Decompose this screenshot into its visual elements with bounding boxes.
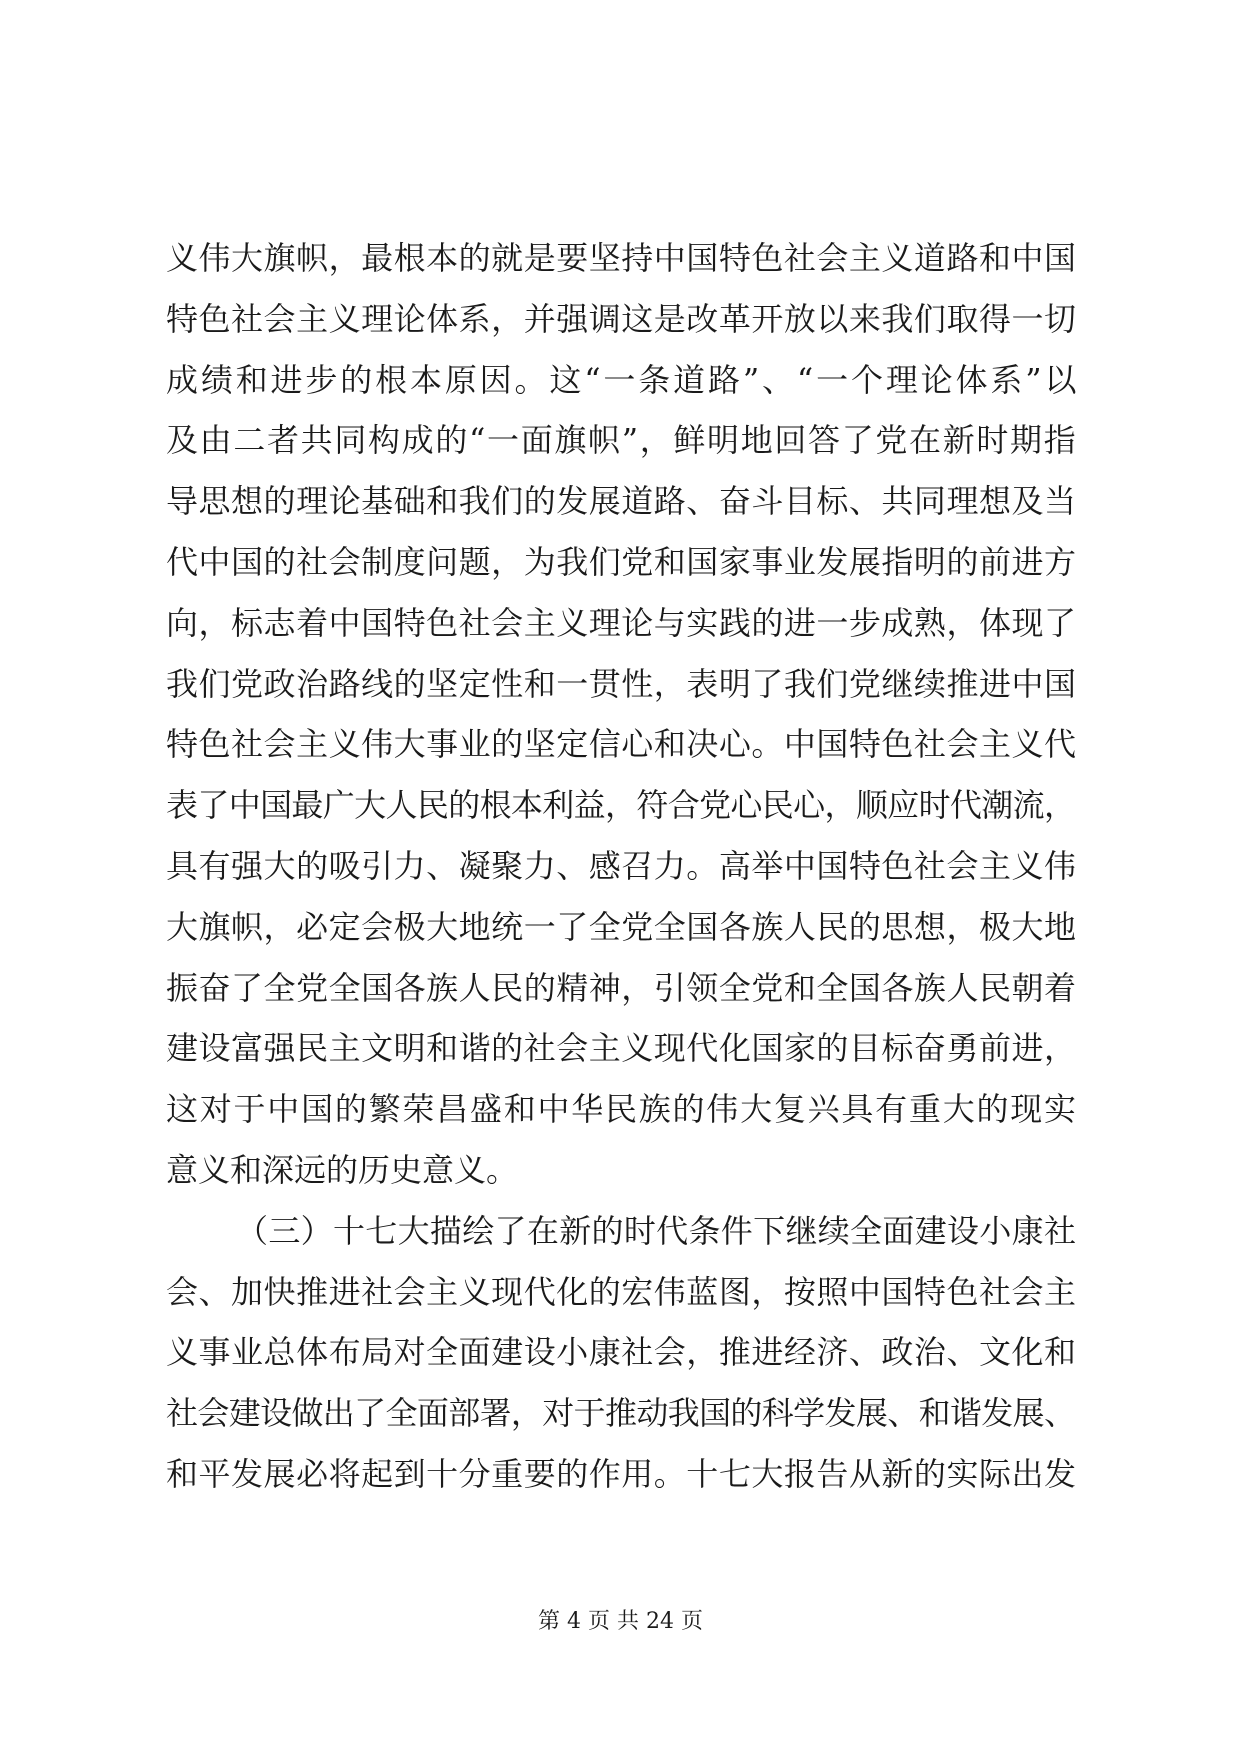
text-line: 建设富强民主文明和谐的社会主义现代化国家的目标奋勇前进， xyxy=(166,1029,1077,1068)
text-line: 特色社会主义理论体系，并强调这是改革开放以来我们取得一切 xyxy=(166,299,1077,338)
text-line: 我们党政治路线的坚定性和一贯性，表明了我们党继续推进中国 xyxy=(166,664,1077,703)
text-line: 义伟大旗帜，最根本的就是要坚持中国特色社会主义道路和中国 xyxy=(166,239,1077,277)
text-line: 和平发展必将起到十分重要的作用。十七大报告从新的实际出发 xyxy=(166,1454,1077,1493)
text-line: 代中国的社会制度问题，为我们党和国家事业发展指明的前进方 xyxy=(166,542,1077,581)
text-line: 大旗帜，必定会极大地统一了全党全国各族人民的思想，极大地 xyxy=(166,907,1077,946)
page-footer xyxy=(0,1604,1241,1635)
text-line: 这对于中国的繁荣昌盛和中华民族的伟大复兴具有重大的现实 xyxy=(166,1090,1078,1129)
text-line: 意义和深远的历史意义。 xyxy=(166,1150,519,1189)
text-line: 导思想的理论基础和我们的发展道路、奋斗目标、共同理想及当 xyxy=(166,482,1077,521)
text-line: 振奋了全党全国各族人民的精神，引领全党和全国各族人民朝着 xyxy=(166,968,1077,1007)
text-line: 具有强大的吸引力、凝聚力、感召力。高举中国特色社会主义伟 xyxy=(166,846,1077,885)
paragraph-start-line: （三）十七大描绘了在新的时代条件下继续全面建设小康社 xyxy=(236,1211,1077,1250)
text-line: 社会建设做出了全面部署，对于推动我国的科学发展、和谐发展、 xyxy=(166,1394,1076,1433)
text-line: 成绩和进步的根本原因。这“一条道路”、“一个理论体系”以 xyxy=(166,360,1080,399)
text-line: 及由二者共同构成的“一面旗帜”，鲜明地回答了党在新时期指 xyxy=(166,421,1078,460)
body-text xyxy=(166,228,1080,1505)
page-number-info: 第 4 页 共 24 页 xyxy=(538,1609,703,1634)
text-line: 向，标志着中国特色社会主义理论与实践的进一步成熟，体现了 xyxy=(166,603,1077,642)
text-line: 会、加快推进社会主义现代化的宏伟蓝图，按照中国特色社会主 xyxy=(166,1272,1077,1311)
text-line: 义事业总体布局对全面建设小康社会，推进经济、政治、文化和 xyxy=(166,1333,1077,1372)
text-line: 表了中国最广大人民的根本利益，符合党心民心，顺应时代潮流， xyxy=(166,786,1076,825)
text-line: 特色社会主义伟大事业的坚定信心和决心。中国特色社会主义代 xyxy=(166,725,1077,764)
